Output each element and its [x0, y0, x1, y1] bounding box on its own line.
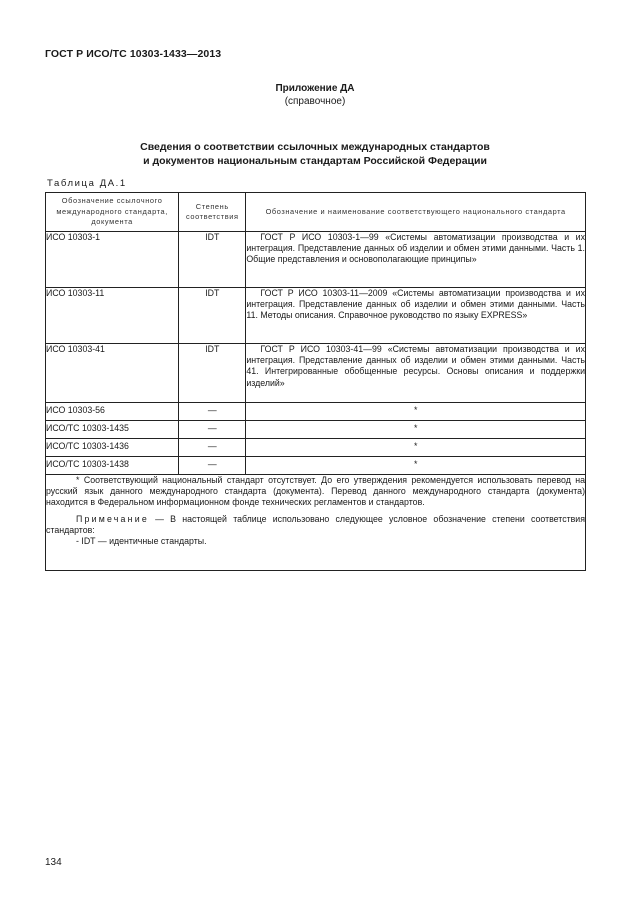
document-header: ГОСТ Р ИСО/ТС 10303-1433—2013	[45, 48, 222, 60]
reference-cell: ИСО/ТС 10303-1438	[46, 457, 179, 475]
reference-cell: ИСО 10303-1	[46, 232, 179, 288]
degree-cell: —	[179, 457, 246, 475]
table-row	[46, 403, 586, 421]
degree-cell: —	[179, 421, 246, 439]
table-header-row	[46, 193, 586, 232]
reference-cell: ИСО/ТС 10303-1435	[46, 421, 179, 439]
national-standard-cell: ГОСТ Р ИСО 10303-41—99 «Системы автоматизации производства и их интеграция. Представление данных об изделии и обмен этими данными. Часть 41. Интегрированные обобщенные ресурсы. Основы описания и поддержки изделий»	[246, 344, 586, 403]
correspondence-table	[45, 192, 586, 571]
national-standard-cell: ГОСТ Р ИСО 10303-11—2009 «Системы автоматизации производства и их интеграция. Представление данных об изделии и обмен этими данными. Часть 11. Методы описания. Справочное руководство по языку EXPRESS»	[246, 288, 586, 344]
column-header-degree: Степень соответствия	[179, 193, 246, 232]
degree-cell: —	[179, 439, 246, 457]
note-item: - IDT — идентичные стандарты.	[76, 536, 207, 547]
table-notes-row	[46, 475, 586, 571]
table-row	[46, 457, 586, 475]
page-number: 134	[45, 857, 62, 868]
section-title	[0, 140, 630, 168]
degree-cell: IDT	[179, 288, 246, 344]
national-standard-cell: *	[246, 439, 586, 457]
national-standard-cell: *	[246, 457, 586, 475]
table-caption: Таблица ДА.1	[47, 178, 127, 189]
table-row	[46, 344, 586, 403]
section-title-line-2: и документов национальным стандартам Российской Федерации	[143, 155, 487, 167]
table-row	[46, 232, 586, 288]
national-standard-cell: *	[246, 403, 586, 421]
annex-subtitle: (справочное)	[284, 96, 346, 107]
reference-cell: ИСО/ТС 10303-1436	[46, 439, 179, 457]
column-header-reference: Обозначение ссылочного международного стандарта, документа	[46, 193, 179, 232]
degree-cell: IDT	[179, 344, 246, 403]
reference-cell: ИСО 10303-56	[46, 403, 179, 421]
footnote: * Соответствующий национальный стандарт отсутствует. До его утверждения рекомендуется использовать перевод на русский язык данного международного стандарта (документа). Перевод данного международного стандарта (документа) находится в Федеральном информационном фонде технических регламентов и стандартов.	[46, 475, 585, 508]
reference-cell: ИСО 10303-41	[46, 344, 179, 403]
note-text: — В настоящей таблице использовано следующее условное обозначение степени соответствия стандартов:	[46, 513, 585, 535]
section-title-line-1: Сведения о соответствии ссылочных международных стандартов	[140, 141, 490, 153]
note	[46, 514, 585, 536]
table-row	[46, 421, 586, 439]
table-row	[46, 439, 586, 457]
column-header-national: Обозначение и наименование соответствующего национального стандарта	[246, 193, 586, 232]
table-row	[46, 288, 586, 344]
degree-cell: IDT	[179, 232, 246, 288]
degree-cell: —	[179, 403, 246, 421]
note-label: Примечание	[76, 513, 149, 524]
table-notes	[46, 475, 586, 571]
annex-heading	[0, 82, 630, 108]
national-standard-cell: *	[246, 421, 586, 439]
national-standard-cell: ГОСТ Р ИСО 10303-1—99 «Системы автоматизации производства и их интеграция. Представление данных об изделии и обмен этими данными. Часть 1. Общие представления и основополагающие принципы»	[246, 232, 586, 288]
reference-cell: ИСО 10303-11	[46, 288, 179, 344]
annex-title: Приложение ДА	[275, 83, 355, 94]
